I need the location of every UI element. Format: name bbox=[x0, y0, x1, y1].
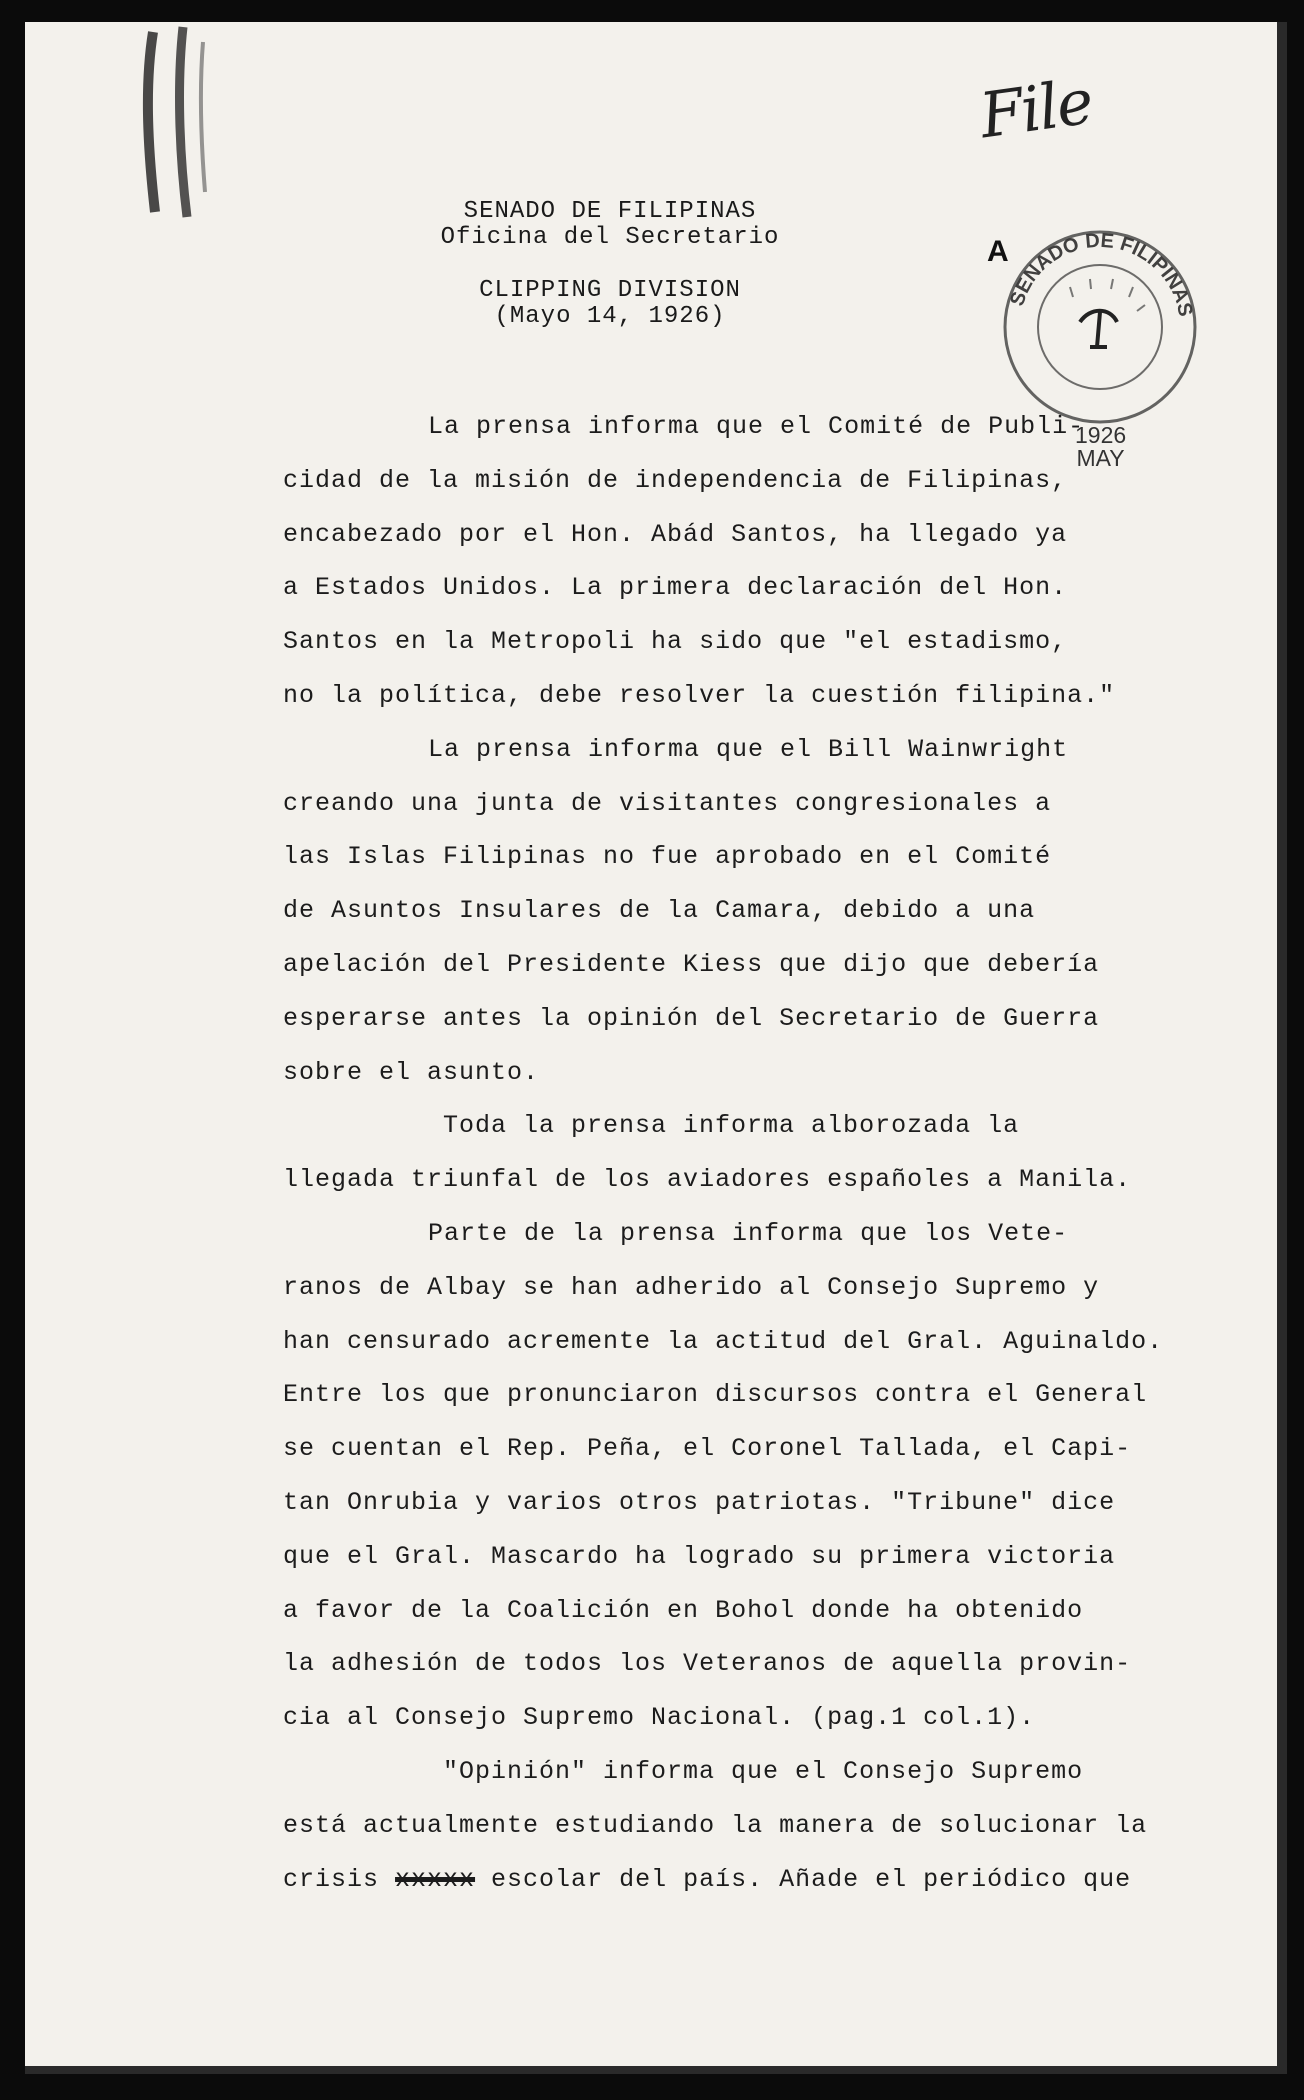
page-edge-bottom bbox=[25, 2066, 1287, 2074]
text-line: tan Onrubia y varios otros patriotas. "Tribune" dice bbox=[283, 1487, 1116, 1517]
binding-marks bbox=[125, 22, 225, 227]
header-division: CLIPPING DIVISION bbox=[479, 277, 741, 304]
text-line: se cuentan el Rep. Peña, el Coronel Tallada, el Capi- bbox=[283, 1434, 1132, 1464]
struck-out-text: xxxxx bbox=[395, 1864, 476, 1894]
svg-text:SENADO DE FILIPINAS bbox=[1006, 230, 1196, 319]
header-senate: SENADO DE FILIPINAS bbox=[463, 198, 757, 225]
text-segment: crisis bbox=[283, 1864, 396, 1894]
document-header bbox=[325, 199, 895, 330]
text-line: la adhesión de todos los Veteranos de aquella provin- bbox=[283, 1649, 1132, 1679]
text-line: sobre el asunto. bbox=[283, 1057, 540, 1087]
text-line: llegada triunfal de los aviadores españoles a Manila. bbox=[283, 1165, 1132, 1195]
text-line: La prensa informa que el Bill Wainwright bbox=[428, 734, 1069, 764]
file-note-text: File bbox=[975, 64, 1096, 153]
text-line: las Islas Filipinas no fue aprobado en el Comité bbox=[283, 842, 1052, 872]
mark-a: A bbox=[987, 235, 1009, 268]
text-line: no la política, debe resolver la cuestión filipina." bbox=[283, 680, 1116, 710]
text-line: apelación del Presidente Kiess que dijo que debería bbox=[283, 949, 1100, 979]
handwritten-file-note bbox=[975, 64, 1160, 182]
document-body bbox=[283, 400, 1183, 1906]
text-line: cidad de la misión de independencia de Filipinas, bbox=[283, 465, 1068, 495]
text-line: cia al Consejo Supremo Nacional. (pag.1 col.1). bbox=[283, 1703, 1036, 1733]
text-line: "Opinión" informa que el Consejo Supremo bbox=[443, 1756, 1084, 1786]
text-line: está actualmente estudiando la manera de solucionar la bbox=[283, 1810, 1148, 1840]
text-line: Santos en la Metropoli ha sido que "el estadismo, bbox=[283, 627, 1068, 657]
text-line: de Asuntos Insulares de la Camara, debido a una bbox=[283, 896, 1036, 926]
text-line bbox=[283, 1853, 1183, 1907]
header-date: (Mayo 14, 1926) bbox=[494, 303, 726, 330]
document-page bbox=[25, 22, 1287, 2074]
text-segment: escolar del país. Añade el periódico que bbox=[475, 1864, 1132, 1894]
text-line: a Estados Unidos. La primera declaración del Hon. bbox=[283, 573, 1068, 603]
text-line: Toda la prensa informa alborozada la bbox=[443, 1111, 1020, 1141]
stamp-year: 1926 bbox=[1075, 422, 1127, 448]
stamp-text: SENADO DE FILIPINAS bbox=[1006, 229, 1197, 319]
header-office: Oficina del Secretario bbox=[440, 224, 780, 251]
text-line: creando una junta de visitantes congresionales a bbox=[283, 788, 1052, 818]
text-line: esperarse antes la opinión del Secretario de Guerra bbox=[283, 1003, 1100, 1033]
text-line: Entre los que pronunciaron discursos contra el General bbox=[283, 1380, 1148, 1410]
text-line: encabezado por el Hon. Abád Santos, ha llegado ya bbox=[283, 519, 1068, 549]
stamp-month: MAY bbox=[1076, 445, 1125, 471]
text-line: Parte de la prensa informa que los Vete- bbox=[428, 1218, 1069, 1248]
text-line: que el Gral. Mascardo ha logrado su primera victoria bbox=[283, 1541, 1116, 1571]
text-line: ranos de Albay se han adherido al Consejo Supremo y bbox=[283, 1272, 1100, 1302]
text-line: a favor de la Coalición en Bohol donde ha obtenido bbox=[283, 1595, 1084, 1625]
text-line: han censurado acremente la actitud del Gral. Aguinaldo. bbox=[283, 1326, 1164, 1356]
page-edge-right bbox=[1277, 22, 1287, 2074]
text-line: La prensa informa que el Comité de Publi- bbox=[428, 412, 1085, 441]
